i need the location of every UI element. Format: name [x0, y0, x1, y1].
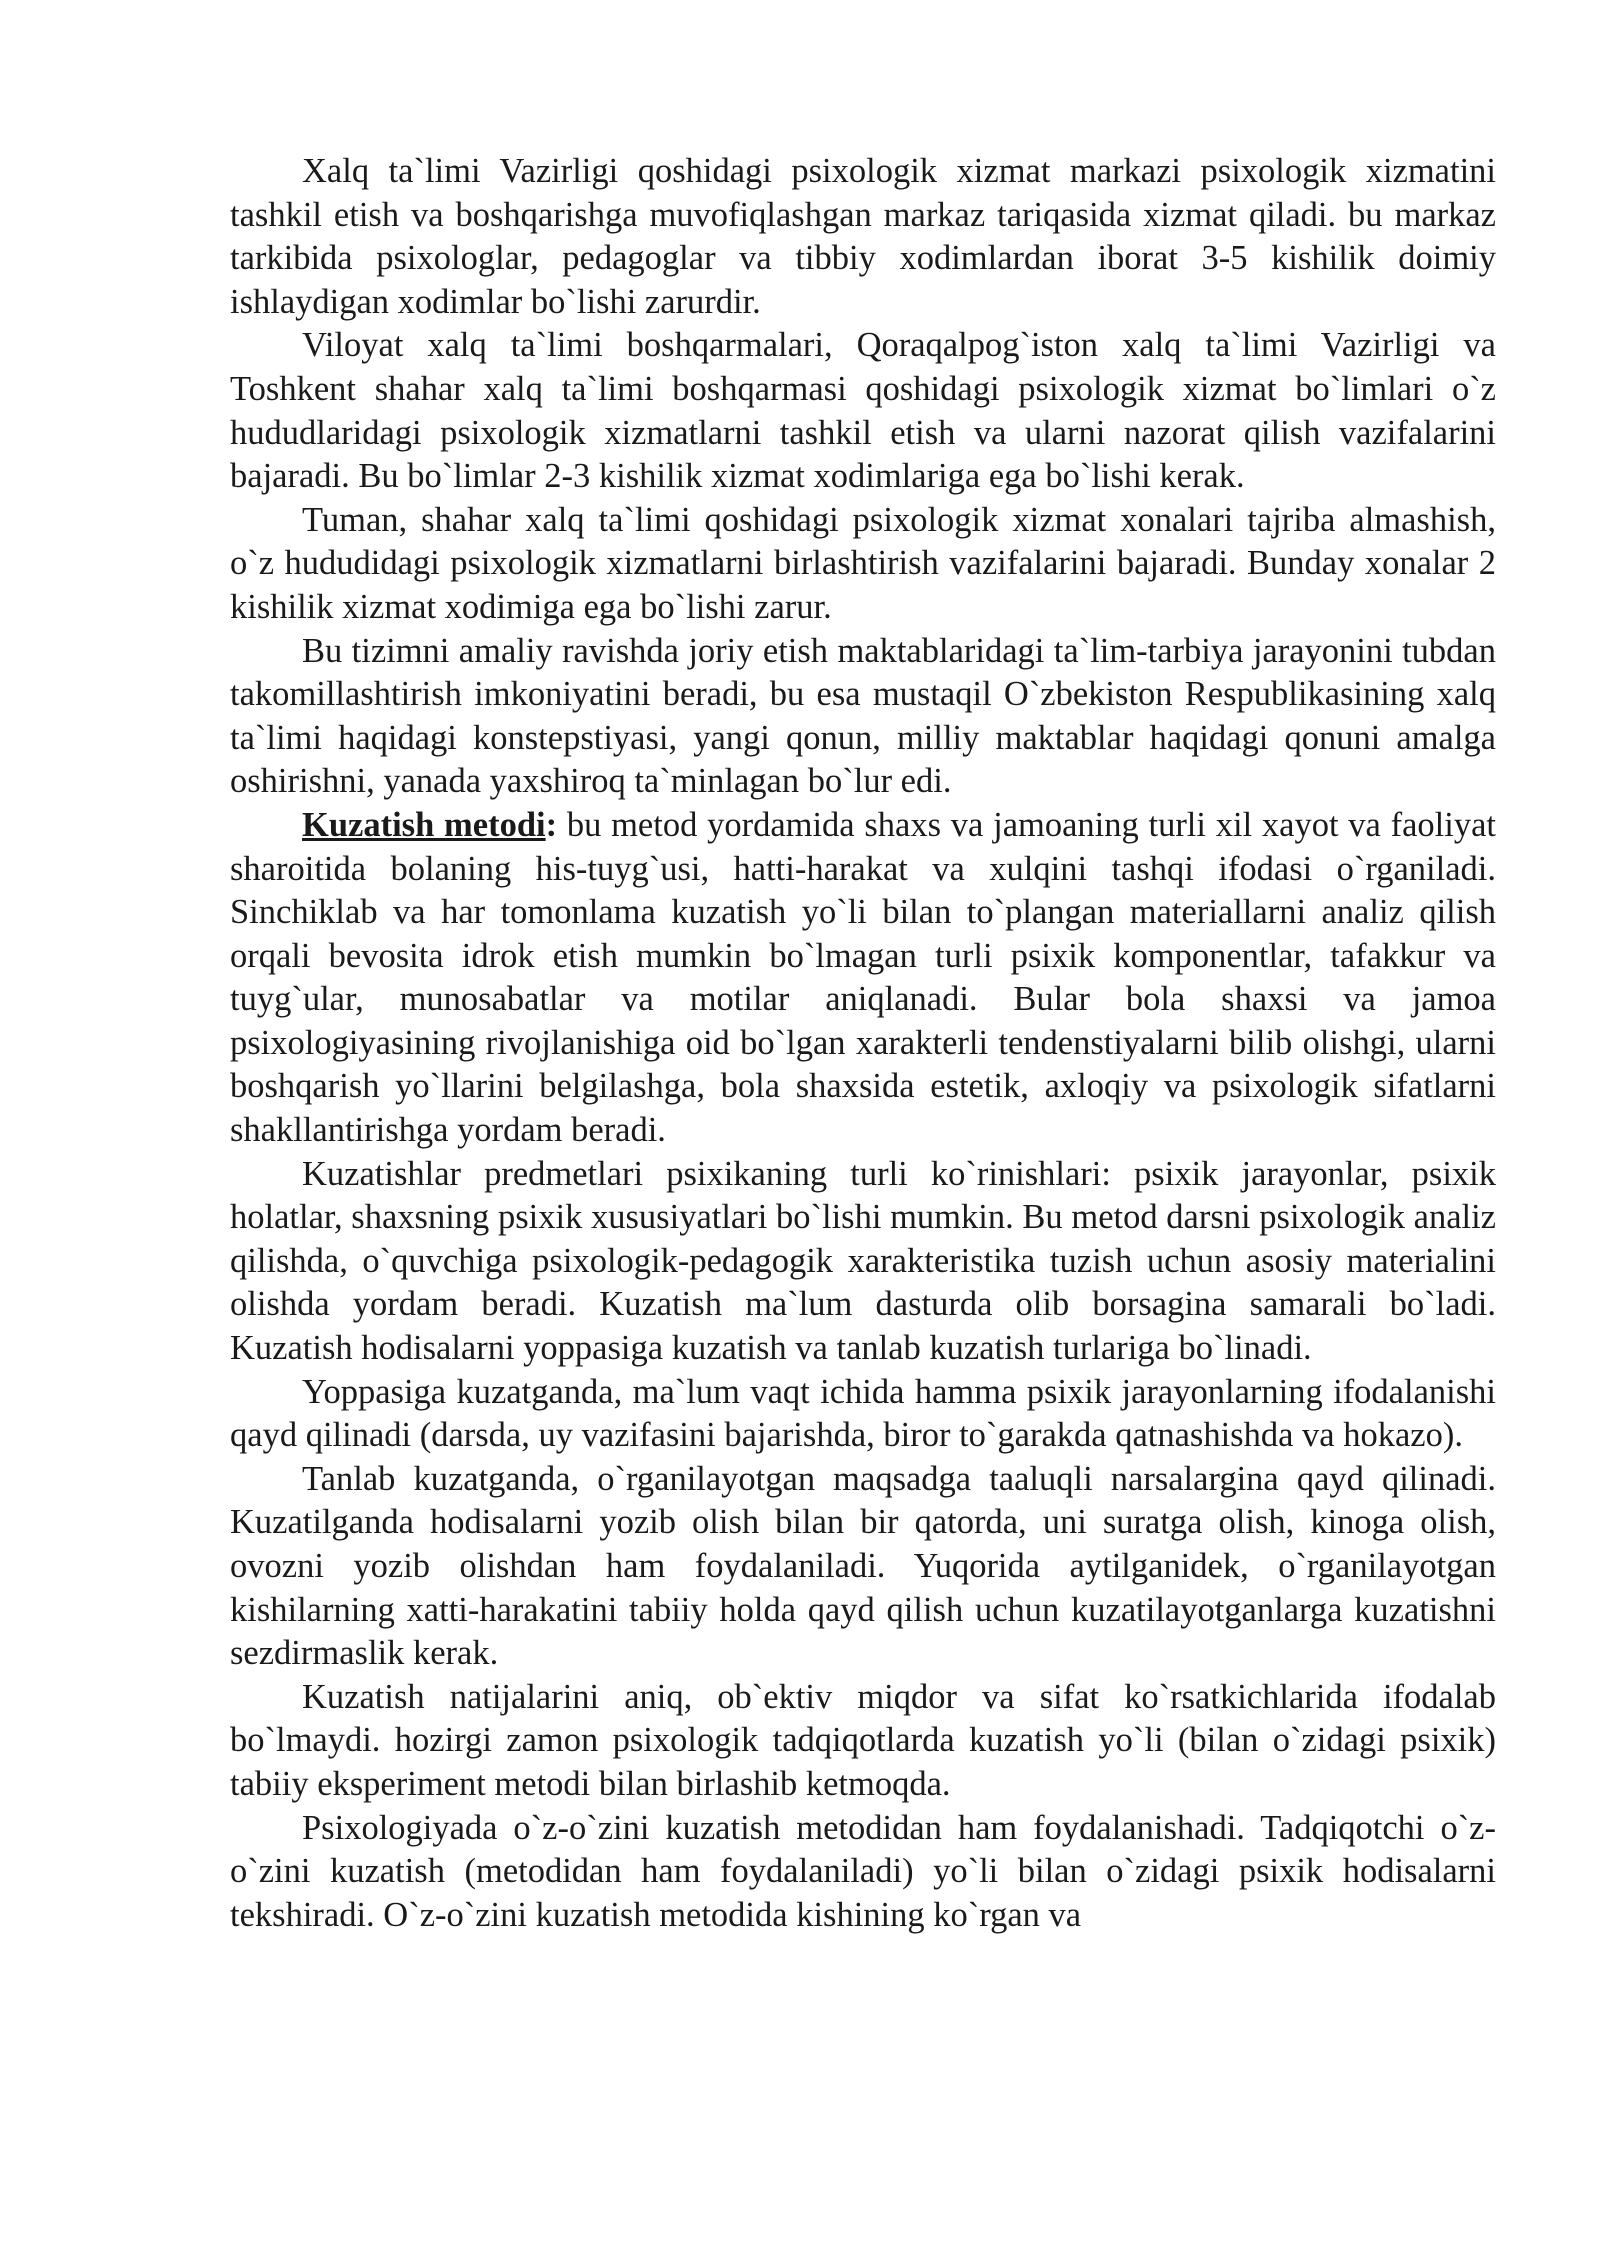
document-page — [230, 150, 1496, 1937]
paragraph-observation-results — [230, 1676, 1496, 1807]
paragraph-text: Viloyat xalq ta`limi boshqarmalari, Qoraqalpog`iston xalq ta`limi Vazirligi va Toshkent shahar xalq ta`limi boshqarmasi qoshidagi psixologik xizmat bo`limlari o`z hududlaridagi psixologik xizmatlarni tashkil etish va ularni nazorat qilish vazifalarini bajaradi. Bu bo`limlar 2-3 kishilik xizmat xodimlariga ega bo`lishi kerak. — [230, 326, 1496, 496]
paragraph-self-observation — [230, 1807, 1496, 1938]
paragraph-text: bu metod yordamida shaxs va jamoaning turli xil xayot va faoliyat sharoitida bolaning his-tuyg`usi, hatti-harakat va xulqini tashqi ifodasi o`rganiladi. Sinchiklab va har tomonlama kuzatish yo`li bilan to`plangan materiallarni analiz qilish orqali bevosita idrok etish mumkin bo`lmagan turli psixik komponentlar, tafakkur va tuyg`ular, munosabatlar va motilar aniqlanadi. Bular bola shaxsi va jamoa psixologiyasining rivojlanishiga oid bo`lgan xarakterli tendenstiyalarni bilib olishgi, ularni boshqarish yo`llarini belgilashga, bola shaxsida estetik, axloqiy va psixologik sifatlarni shakllantirishga yordam beradi. — [230, 805, 1496, 1150]
paragraph-district-rooms — [230, 499, 1496, 630]
observation-method-term: Kuzatish metodi — [302, 805, 546, 844]
paragraph-observation-method — [230, 804, 1496, 1153]
paragraph-text: Tanlab kuzatganda, o`rganilayotgan maqsadga taaluqli narsalargina qayd qilinadi. Kuzatilganda hodisalarni yozib olish bilan bir qatorda, uni suratga olish, kinoga olish, ovozni yozib olishdan ham foydalaniladi. Yuqorida aytilganidek, o`rganilayotgan kishilarning xatti-harakatini tabiiy holda qayd qilish uchun kuzatilayotganlarga kuzatishni sezdirmaslik kerak. — [230, 1459, 1496, 1673]
paragraph-text: Xalq ta`limi Vazirligi qoshidagi psixologik xizmat markazi psixologik xizmatini tashkil etish va boshqarishga muvofiqlashgan markaz tariqasida xizmat qiladi. bu markaz tarkibida psixologlar, pedagoglar va tibbiy xodimlardan iborat 3-5 kishilik doimiy ishlaydigan xodimlar bo`lishi zarurdir. — [230, 152, 1496, 321]
paragraph-text: Yoppasiga kuzatganda, ma`lum vaqt ichida hamma psixik jarayonlarning ifodalanishi qayd qilinadi (darsda, uy vazifasini bajarishda, biror to`garakda qatnashishda va hokazo). — [230, 1372, 1496, 1455]
paragraph-text: Kuzatish natijalarini aniq, ob`ektiv miqdor va sifat ko`rsatkichlarida ifodalab bo`lmaydi. hozirgi zamon psixologik tadqiqotlarda kuzatish yo`li (bilan o`zidagi psixik) tabiiy eksperiment metodi bilan birlashib ketmoqda. — [230, 1677, 1496, 1803]
paragraph-observation-subjects — [230, 1153, 1496, 1371]
paragraph-text: Psixologiyada o`z-o`zini kuzatish metodidan ham foydalanishadi. Tadqiqotchi o`z-o`zini kuzatish (metodidan ham foydalaniladi) yo`li bilan o`zidagi psixik hodisalarni tekshiradi. O`z-o`zini kuzatish metodida kishining ko`rgan va — [230, 1808, 1496, 1934]
term-colon: : — [545, 805, 558, 844]
paragraph-selective-observation — [230, 1458, 1496, 1676]
paragraph-psychological-service-center — [230, 150, 1496, 324]
paragraph-regional-departments — [230, 324, 1496, 498]
paragraph-text: Bu tizimni amaliy ravishda joriy etish maktablaridagi ta`lim-tarbiya jarayonini tubdan takomillashtirish imkoniyatini beradi, bu esa mustaqil O`zbekiston Respublikasining xalq ta`limi haqidagi konstepstiyasi, yangi qonun, milliy maktablar haqidagi qonuni amalga oshirishni, yanada yaxshiroq ta`minlagan bo`lur edi. — [230, 631, 1496, 801]
paragraph-text: Kuzatishlar predmetlari psixikaning turli ko`rinishlari: psixik jarayonlar, psixik holatlar, shaxsning psixik xususiyatlari bo`lishi mumkin. Bu metod darsni psixologik analiz qilishda, o`quvchiga psixologik-pedagogik xarakteristika tuzish uchun asosiy materialini olishda yordam beradi. Kuzatish ma`lum dasturda olib borsagina samarali bo`ladi. Kuzatish hodisalarni yoppasiga kuzatish va tanlab kuzatish turlariga bo`linadi. — [230, 1154, 1496, 1368]
paragraph-continuous-observation — [230, 1371, 1496, 1458]
paragraph-text: Tuman, shahar xalq ta`limi qoshidagi psixologik xizmat xonalari tajriba almashish, o`z hududidagi psixologik xizmatlarni birlashtirish vazifalarini bajaradi. Bunday xonalar 2 kishilik xizmat xodimiga ega bo`lishi zarur. — [230, 500, 1496, 626]
paragraph-system-implementation — [230, 630, 1496, 804]
